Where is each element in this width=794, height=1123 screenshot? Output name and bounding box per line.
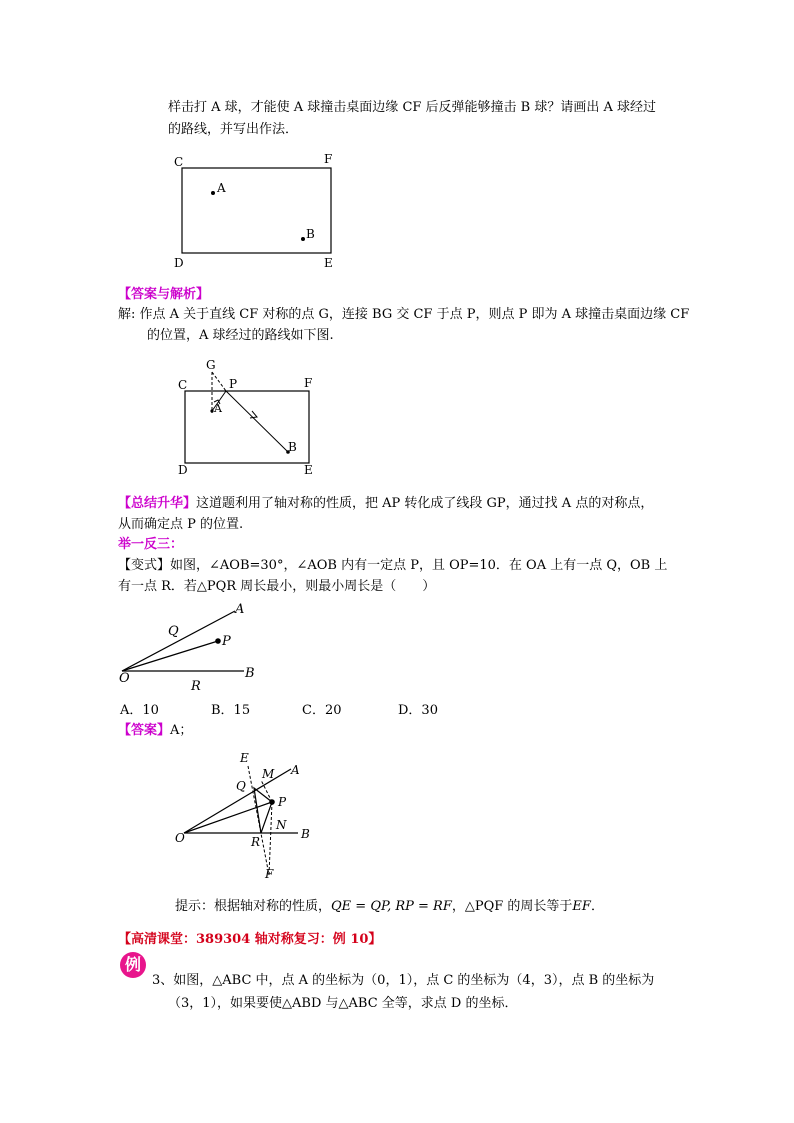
label-c: C [174,155,184,169]
option-b: B．15 [211,703,251,718]
variant-line-2: 有一点 R．若△PQR 周长最小，则最小周长是（ ） [118,579,436,594]
label-f-4: F [265,867,274,881]
intro-line-2: 的路线，并写出作法． [168,122,299,137]
answer-analysis-heading: 【答案与解析】 [118,287,210,302]
label-b-4: B [301,827,310,841]
summary-heading: 【总结升华】 [118,496,197,511]
variant-text-1: 如图，∠AOB=30°，∠AOB 内有一定点 P，且 OP=10．在 OA 上有一点 Q，OB 上 [170,558,668,573]
label-g: G [206,358,216,372]
classroom-label: 【高清课堂：389304 轴对称复习：例 10】 [118,932,382,947]
label-m-4: M [262,767,275,781]
label-r-4: R [251,835,261,849]
answer-line-1: 解: 作点 A 关于直线 CF 对称的点 G，连接 BG 交 CF 于点 P，则点 P 即为 A 球撞击桌面边缘 CF [118,307,690,322]
label-c-2: C [178,378,188,392]
label-f: F [324,152,333,166]
label-d-2: D [178,463,188,477]
example-line-1: 3、如图，△ABC 中，点 A 的坐标为（0，1），点 C 的坐标为（4，3），点 B 的坐标为 [152,973,655,988]
option-c: C．20 [302,703,342,718]
option-a: A．10 [120,703,159,718]
answer-heading: 【答案】 [118,723,171,738]
label-b: B [306,227,315,241]
hint-prefix: 提示：根据轴对称的性质， [175,899,332,914]
label-o-3: O [119,671,130,686]
example-line-2: （3，1），如果要使△ABD 与△ABC 全等，求点 D 的坐标． [168,996,518,1011]
hint-end: ． [590,899,604,914]
label-a-3: A [235,602,245,617]
answer-line-2: 的位置，A 球经过的路线如下图. [147,328,334,343]
label-n-4: N [276,818,287,832]
dashed-pf [269,802,272,875]
label-p-3: P [222,634,231,649]
hint-line [175,897,604,917]
answer-value: A； [170,723,193,738]
label-e-4: E [240,751,249,765]
label-q-3: Q [168,624,179,639]
point-p-4 [269,799,275,805]
label-a-2: A [214,402,222,415]
label-o-4: O [175,831,185,845]
hint-formula: QE = QP, RP = RF [331,899,452,914]
summary-line-2: 从而确定点 P 的位置. [118,517,244,532]
option-d: D．30 [398,703,438,718]
label-e: E [324,256,333,270]
label-r-3: R [191,679,201,694]
intro-line-1: 样击打 A 球，才能使 A 球撞击桌面边缘 CF 后反弹能够撞击 B 球？请画出 A 球经过 [168,100,657,115]
label-a: A [217,181,226,195]
label-a-4: A [291,763,300,777]
hint-middle: ，△PQF 的周长等于 [451,899,573,914]
variant-tag: 【变式】 [118,558,171,573]
label-p: P [229,377,238,391]
hint-ef: EF [572,899,591,914]
variant-heading: 举一反三： [118,537,184,552]
label-q-4: Q [236,779,246,793]
label-f-2: F [304,376,313,390]
label-b-3: B [245,666,255,681]
summary-text-1: 这道题利用了轴对称的性质，把 AP 转化成了线段 GP，通过找 A 点的对称点， [196,496,654,511]
label-e-2: E [304,463,313,477]
example-badge: 例 [120,952,146,978]
label-d: D [174,256,184,270]
label-b-2: B [288,440,297,454]
label-p-4: P [278,795,287,809]
